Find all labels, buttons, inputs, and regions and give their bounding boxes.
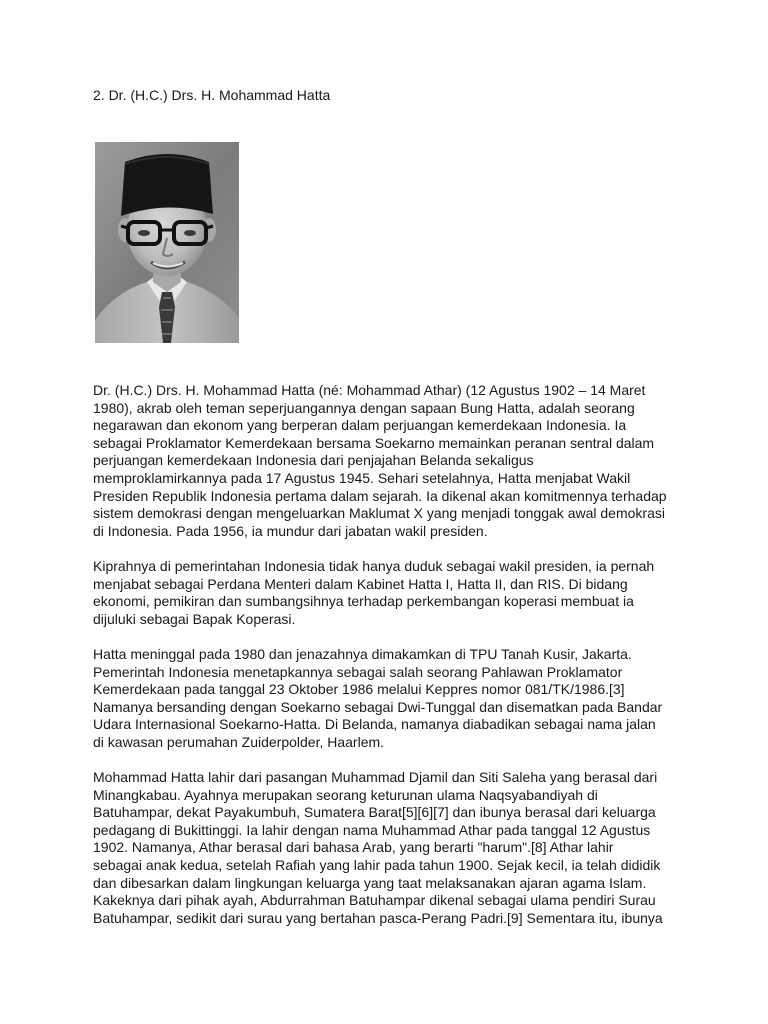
text-line: dijuluki sebagai Bapak Koperasi. — [93, 610, 296, 627]
text-line: sebagai Proklamator Kemerdekaan bersama Soekarno memainkan peranan sentral dalam — [93, 434, 655, 451]
paragraph — [93, 558, 683, 628]
text-line: Udara Internasional Soekarno-Hatta. Di Belanda, namanya diabadikan sebagai nama jalan — [93, 716, 656, 733]
text-line: perjuangan kemerdekaan Indonesia dari penjajahan Belanda sekaligus — [93, 452, 534, 469]
text-line: 1902. Namanya, Athar berasal dari bahasa Arab, yang berarti "harum".[8] Athar lahir — [93, 839, 614, 856]
text-line: dan dibesarkan dalam lingkungan keluarga yang taat melaksanakan ajaran agama Islam. — [93, 874, 647, 891]
text-line: Dr. (H.C.) Drs. H. Mohammad Hatta (né: Mohammad Athar) (12 Agustus 1902 – 14 Maret — [93, 382, 646, 398]
text-line: pedagang di Bukittinggi. Ia lahir dengan nama Muhammad Athar pada tanggal 12 Agustus — [93, 821, 651, 838]
text-line: memproklamirkannya pada 17 Agustus 1945. Sehari setelahnya, Hatta menjabat Wakil — [93, 469, 631, 486]
text-line: ekonomi, pemikiran dan sumbangsihnya terhadap perkembangan koperasi membuat ia — [93, 593, 634, 610]
text-line: Namanya bersanding dengan Soekarno sebagai Dwi-Tunggal dan disematkan pada Bandar — [93, 698, 663, 715]
body-text — [93, 382, 683, 927]
text-line: menjabat sebagai Perdana Menteri dalam Kabinet Hatta I, Hatta II, dan RIS. Di bidang — [93, 575, 628, 592]
paragraph — [93, 769, 683, 927]
text-line: di Indonesia. Pada 1956, ia mundur dari jabatan wakil presiden. — [93, 522, 488, 539]
paragraph — [93, 382, 683, 540]
section-heading: 2. Dr. (H.C.) Drs. H. Mohammad Hatta — [93, 87, 331, 103]
text-line: 1980), akrab oleh teman seperjuangannya dengan sapaan Bung Hatta, adalah seorang — [93, 399, 635, 416]
text-line: sebagai anak kedua, setelah Rafiah yang lahir pada tahun 1900. Sejak kecil, ia telah dididik — [93, 857, 661, 874]
text-line: Pemerintah Indonesia menetapkannya sebagai salah seorang Pahlawan Proklamator — [93, 663, 623, 680]
text-line: Hatta meninggal pada 1980 dan jenazahnya dimakamkan di TPU Tanah Kusir, Jakarta. — [93, 645, 632, 662]
text-line: Mohammad Hatta lahir dari pasangan Muhammad Djamil dan Siti Saleha yang berasal dari — [93, 769, 658, 786]
portrait-photo — [95, 142, 239, 343]
text-line: Kakeknya dari pihak ayah, Abdurrahman Batuhampar dikenal sebagai ulama pendiri Surau — [93, 892, 656, 909]
paragraph — [93, 646, 683, 752]
text-line: di kawasan perumahan Zuiderpolder, Haarlem. — [93, 733, 385, 750]
text-line: Batuhampar, dekat Payakumbuh, Sumatera Barat[5][6][7] dan ibunya berasal dari keluarga — [93, 804, 656, 821]
text-line: Minangkabau. Ayahnya merupakan seorang keturunan ulama Naqsyabandiyah di — [93, 786, 598, 803]
text-line: Presiden Republik Indonesia pertama dalam sejarah. Ia dikenal akan komitmennya terhadap — [93, 487, 667, 504]
text-line: sistem demokrasi dengan mengeluarkan Maklumat X yang menjadi tonggak awal demokrasi — [93, 505, 665, 522]
text-line: Kemerdekaan pada tanggal 23 Oktober 1986 melalui Keppres nomor 081/TK/1986.[3] — [93, 681, 625, 698]
portrait-image — [95, 142, 239, 343]
text-line: negarawan dan ekonom yang berperan dalam perjuangan kemerdekaan Indonesia. Ia — [93, 417, 627, 434]
text-line: Batuhampar, sedikit dari surau yang bertahan pasca-Perang Padri.[9] Sementara itu, ibunya — [93, 909, 663, 926]
text-line: Kiprahnya di pemerintahan Indonesia tidak hanya duduk sebagai wakil presiden, ia pernah — [93, 557, 655, 574]
